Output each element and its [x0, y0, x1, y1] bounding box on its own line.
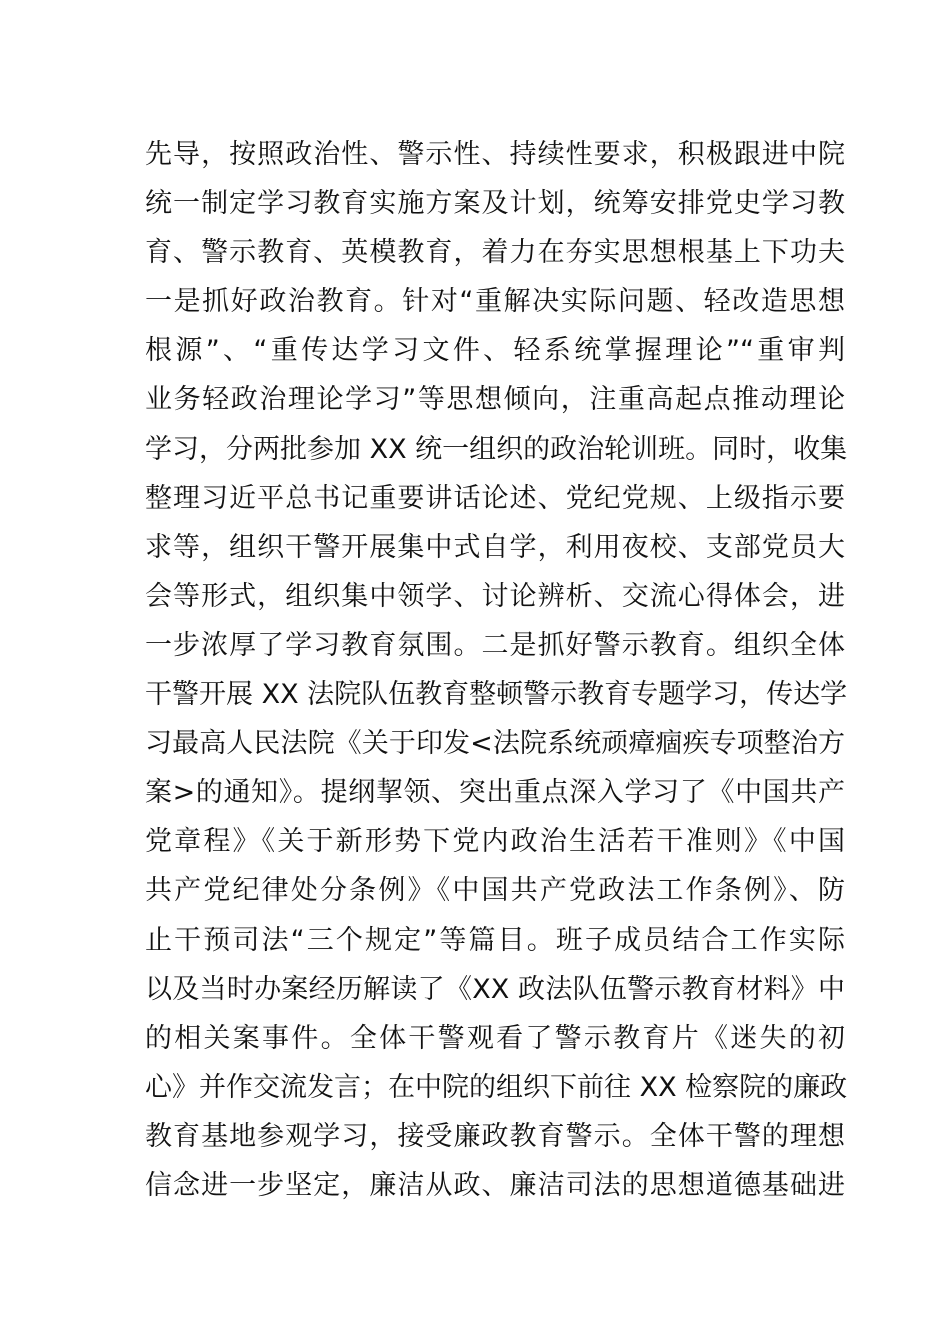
text-line: 育、警示教育、英模教育，着力在夯实思想根基上下功夫 [145, 237, 845, 269]
text-line: 业务轻政治理论学习”等思想倾向，注重高起点推动理论 [145, 384, 845, 416]
text-line: 求等，组织干警开展集中式自学，利用夜校、支部党员大 [145, 531, 845, 563]
text-line: 会等形式，组织集中领学、讨论辨析、交流心得体会，进 [145, 580, 845, 612]
text-line: 学习，分两批参加 XX 统一组织的政治轮训班。同时，收集 [145, 433, 848, 465]
text-line: 先导，按照政治性、警示性、持续性要求，积极跟进中院 [145, 139, 845, 170]
text-line: 止干预司法“三个规定”等篇目。班子成员结合工作实际 [145, 924, 845, 956]
text-line: 信念进一步坚定，廉洁从政、廉洁司法的思想道德基础进 [145, 1169, 845, 1201]
text-line: 整理习近平总书记重要讲话论述、党纪党规、上级指示要 [145, 482, 845, 514]
text-line: 根源”、“重传达学习文件、轻系统掌握理论”“重审判 [145, 335, 845, 367]
text-line: 一是抓好政治教育。针对“重解决实际问题、轻改造思想 [145, 286, 845, 318]
text-line: 以及当时办案经历解读了《XX 政法队伍警示教育材料》中 [145, 973, 845, 1005]
body-text [145, 130, 848, 1210]
text-line: 教育基地参观学习，接受廉政教育警示。全体干警的理想 [145, 1120, 845, 1152]
text-line: 一步浓厚了学习教育氛围。二是抓好警示教育。组织全体 [145, 629, 845, 661]
text-line: 心》并作交流发言；在中院的组织下前往 XX 检察院的廉政 [145, 1071, 848, 1103]
text-line: 习最高人民法院《关于印发<法院系统顽瘴痼疾专项整治方 [145, 728, 845, 760]
text-line: 党章程》《关于新形势下党内政治生活若干准则》《中国 [145, 826, 845, 858]
text-line: 干警开展 XX 法院队伍教育整顿警示教育专题学习，传达学 [145, 679, 848, 711]
text-line: 案>的通知》。提纲挈领、突出重点深入学习了《中国共产 [145, 777, 845, 809]
text-line: 共产党纪律处分条例》《中国共产党政法工作条例》、防 [145, 875, 845, 907]
text-line: 的相关案事件。全体干警观看了警示教育片《迷失的初 [145, 1022, 845, 1054]
text-line: 统一制定学习教育实施方案及计划，统筹安排党史学习教 [145, 188, 845, 220]
